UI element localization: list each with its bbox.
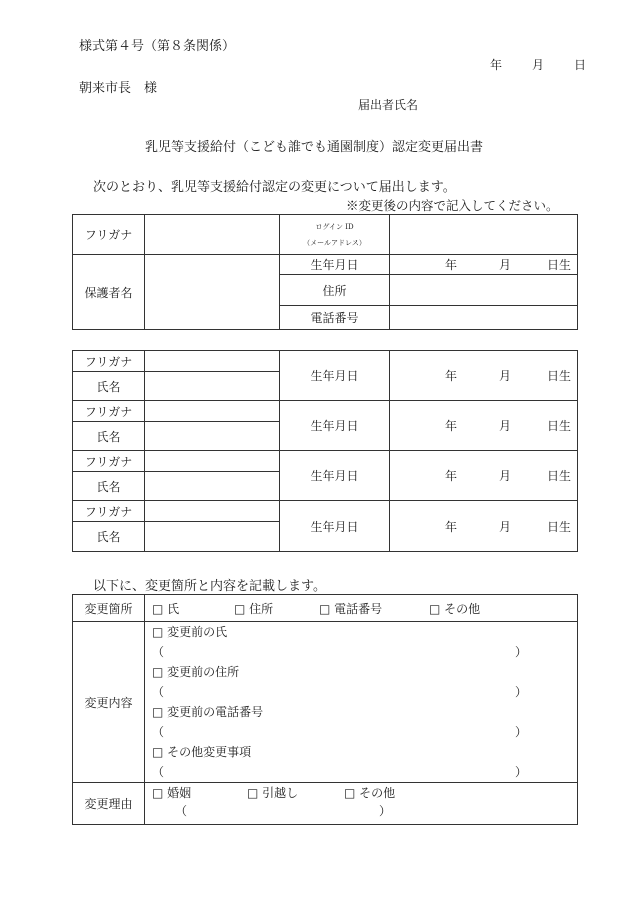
content-item-other-checkbox[interactable]: □ その他変更事項 [152, 745, 252, 759]
login-id-input[interactable] [390, 215, 578, 255]
option-other-checkbox[interactable]: □ その他 [429, 601, 481, 616]
guardian-address-input[interactable] [390, 275, 578, 306]
child-birthdate-input[interactable] [390, 351, 578, 401]
children-table [72, 350, 578, 552]
child-furigana-input[interactable] [145, 351, 280, 372]
date-line [490, 56, 586, 73]
child-birth-month: 月 [498, 369, 511, 383]
option-address-checkbox[interactable]: □ 住所 [234, 601, 274, 616]
guardian-table [72, 214, 578, 330]
guardian-phone-label: 電話番号 [280, 306, 390, 330]
child-birthdate-input[interactable] [390, 451, 578, 501]
content-item-address-checkbox[interactable]: □ 変更前の住所 [152, 665, 240, 679]
option-phone-checkbox[interactable]: □ 電話番号 [319, 601, 383, 616]
change-content-label: 変更内容 [73, 622, 145, 783]
child-birth-day: 日生 [546, 369, 571, 383]
option-surname-checkbox[interactable]: □ 氏 [152, 601, 180, 616]
paren-close: ） [515, 725, 528, 739]
child-name-input[interactable] [145, 422, 280, 451]
reason-marriage-checkbox[interactable]: □ 婚姻 [152, 786, 192, 800]
paren-open: （ [175, 804, 188, 818]
paren-open: （ [152, 725, 165, 739]
child-birth-month: 月 [498, 419, 511, 433]
child-birthdate-label: 生年月日 [280, 451, 390, 501]
reason-moving-checkbox[interactable]: □ 引越し [247, 786, 299, 800]
changes-table [72, 594, 578, 825]
date-month: 月 [532, 58, 545, 72]
child-birth-year: 年 [444, 419, 457, 433]
content-item-surname-checkbox[interactable]: □ 変更前の氏 [152, 625, 228, 639]
guardian-birth-day: 日生 [546, 258, 571, 272]
child-birth-day: 日生 [546, 419, 571, 433]
guardian-birth-month: 月 [498, 258, 511, 272]
login-id-text: ログイン ID [315, 222, 354, 231]
child-name-input[interactable] [145, 372, 280, 401]
note-text: ※変更後の内容で記入してください。 [346, 198, 559, 213]
child-name-input[interactable] [145, 522, 280, 552]
paren-open: （ [152, 685, 165, 699]
guardian-name-input[interactable] [145, 255, 280, 330]
date-day: 日 [574, 58, 587, 72]
addressee: 朝来市長 様 [79, 81, 158, 96]
reason-other-checkbox[interactable]: □ その他 [344, 786, 396, 800]
guardian-birthdate-input[interactable] [390, 255, 578, 275]
change-reason-cell [145, 783, 578, 825]
paren-close: ） [379, 804, 392, 818]
child-birthdate-label: 生年月日 [280, 351, 390, 401]
login-id-label [280, 215, 390, 255]
reason-other-input[interactable] [145, 803, 577, 821]
paren-close: ） [515, 685, 528, 699]
child-birthdate-label: 生年月日 [280, 501, 390, 552]
content-item-surname-input[interactable] [145, 642, 577, 662]
content-item-other-input[interactable] [145, 762, 577, 782]
paren-close: ） [515, 765, 528, 779]
child-furigana-input[interactable] [145, 501, 280, 522]
child-furigana-label: フリガナ [73, 451, 145, 472]
child-birth-year: 年 [444, 519, 457, 534]
guardian-address-label: 住所 [280, 275, 390, 306]
form-number: 様式第４号（第８条関係） [79, 39, 236, 54]
child-name-label: 氏名 [73, 422, 145, 451]
child-birth-month: 月 [498, 519, 511, 534]
guardian-name-label: 保護者名 [73, 255, 145, 330]
child-name-label: 氏名 [73, 372, 145, 401]
child-birth-year: 年 [444, 469, 457, 483]
guardian-birthdate-label: 生年月日 [280, 255, 390, 275]
content-item-phone-input[interactable] [145, 722, 577, 742]
form-title: 乳児等支援給付（こども誰でも通園制度）認定変更届出書 [145, 140, 484, 155]
guardian-phone-input[interactable] [390, 306, 578, 330]
paren-close: ） [515, 645, 528, 659]
child-furigana-label: フリガナ [73, 401, 145, 422]
content-item-address-input[interactable] [145, 682, 577, 702]
changes-intro: 以下に、変更箇所と内容を記載します。 [93, 579, 326, 594]
guardian-birth-year: 年 [444, 258, 457, 272]
guardian-furigana-label: フリガナ [73, 215, 145, 255]
change-reason-label: 変更理由 [73, 783, 145, 825]
child-furigana-label: フリガナ [73, 351, 145, 372]
change-location-label: 変更箇所 [73, 595, 145, 622]
change-content-cell [145, 622, 578, 783]
guardian-furigana-input[interactable] [145, 215, 280, 255]
child-furigana-label: フリガナ [73, 501, 145, 522]
child-furigana-input[interactable] [145, 401, 280, 422]
child-name-label: 氏名 [73, 472, 145, 501]
child-birth-year: 年 [444, 369, 457, 383]
paren-open: （ [152, 645, 165, 659]
child-birthdate-label: 生年月日 [280, 401, 390, 451]
child-birth-day: 日生 [546, 519, 571, 534]
intro-text: 次のとおり、乳児等支援給付認定の変更について届出します。 [93, 180, 456, 195]
child-birthdate-input[interactable] [390, 401, 578, 451]
child-birthdate-input[interactable] [390, 501, 578, 552]
paren-open: （ [152, 765, 165, 779]
applicant-name-label: 届出者氏名 [358, 98, 419, 112]
child-name-input[interactable] [145, 472, 280, 501]
content-item-phone-checkbox[interactable]: □ 変更前の電話番号 [152, 705, 264, 719]
date-year: 年 [490, 58, 503, 72]
child-birth-month: 月 [498, 469, 511, 483]
child-birth-day: 日生 [546, 469, 571, 483]
mail-address-text: （メールアドレス） [303, 238, 366, 247]
child-name-label: 氏名 [73, 522, 145, 552]
child-furigana-input[interactable] [145, 451, 280, 472]
change-location-options [145, 595, 578, 622]
